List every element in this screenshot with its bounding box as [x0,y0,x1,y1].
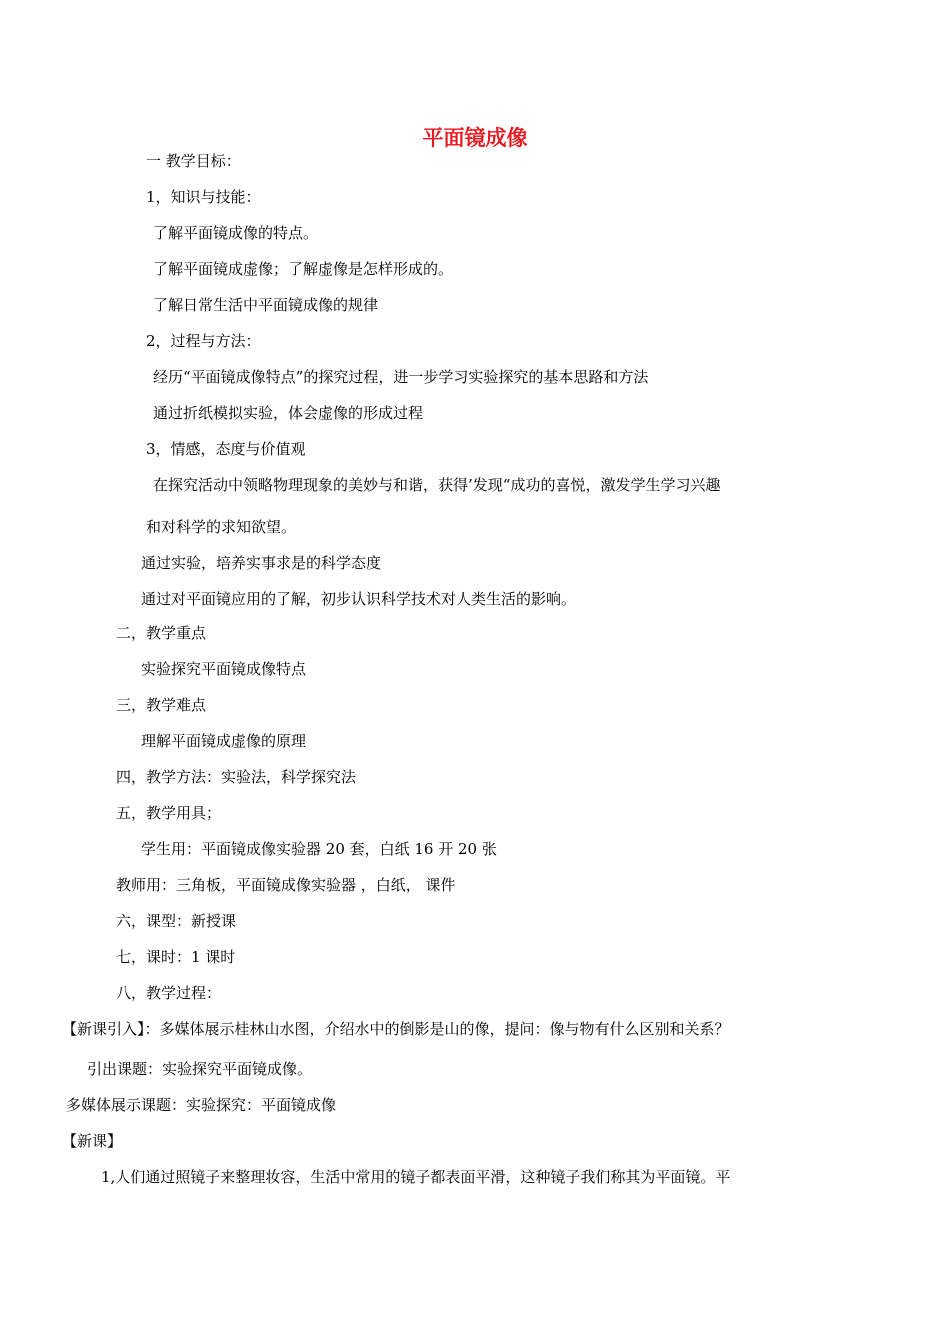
subsection-emotion-values: 3，情感，态度与价值观 [146,440,306,458]
section-objectives-heading: 一 教学目标： [146,152,241,170]
section-lesson-hours: 七，课时：1 课时 [116,948,236,966]
objective-line: 经历“平面镜成像特点”的探究过程，进一步学习实验探究的基本思路和方法 [153,368,649,386]
new-lesson-heading: 【新课】 [62,1132,123,1150]
key-point-line: 实验探究平面镜成像特点 [141,660,307,678]
new-lesson-intro-line: 【新课引入】：多媒体展示桂林山水图，介绍水中的倒影是山的像，提问：像与物有什么区别和关系？ [62,1020,730,1038]
objective-line: 通过折纸模拟实验，体会虚像的形成过程 [153,404,424,422]
intro-media-line: 多媒体展示课题：实验探究：平面镜成像 [66,1096,337,1114]
tools-teacher-line: 教师用：三角板，平面镜成像实验器 ，白纸， 课件 [116,876,456,894]
subsection-process-method: 2，过程与方法： [146,332,261,350]
difficulty-line: 理解平面镜成虚像的原理 [141,732,307,750]
objective-line: 通过实验，培养实事求是的科学态度 [141,554,382,572]
section-key-points-heading: 二，教学重点 [116,624,207,642]
intro-topic-line: 引出课题：实验探究平面镜成像。 [87,1060,313,1078]
section-lesson-type: 六，课型：新授课 [116,912,237,930]
objective-line: 了解平面镜成虚像；了解虚像是怎样形成的。 [153,260,454,278]
objective-line: 在探究活动中领略物理现象的美妙与和谐，获得’发现“成功的喜悦，激发学生学习兴趣 [153,476,721,494]
objective-line: 通过对平面镜应用的了解，初步认识科学技术对人类生活的影响。 [141,590,577,608]
new-lesson-paragraph: 1,人们通过照镜子来整理妆容，生活中常用的镜子都表面平滑，这种镜子我们称其为平面镜。平 [101,1168,731,1186]
subsection-knowledge-skills: 1，知识与技能： [146,188,261,206]
objective-line: 和对科学的求知欲望。 [146,518,297,536]
tools-student-line: 学生用：平面镜成像实验器 20 套，白纸 16 开 20 张 [141,840,497,858]
objective-line: 了解日常生活中平面镜成像的规律 [153,296,379,314]
section-teaching-method: 四，教学方法：实验法，科学探究法 [116,768,357,786]
section-teaching-process: 八，教学过程： [116,984,222,1002]
document-title: 平面镜成像 [422,126,528,150]
section-difficulties-heading: 三，教学难点 [116,696,207,714]
objective-line: 了解平面镜成像的特点。 [153,224,319,242]
section-teaching-tools: 五，教学用具； [116,804,222,822]
